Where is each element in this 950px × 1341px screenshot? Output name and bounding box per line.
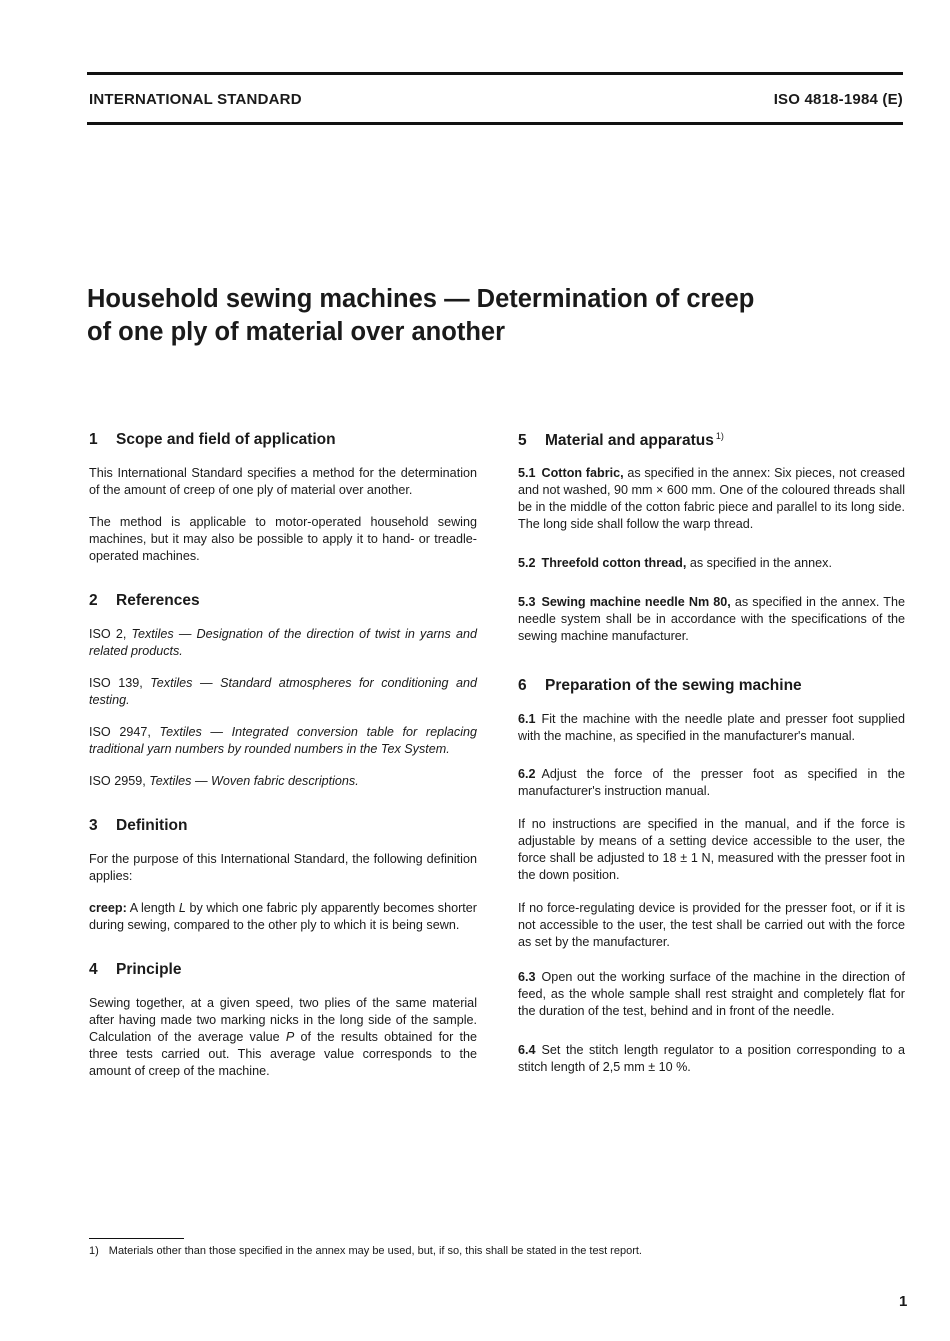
reference-code: ISO 139, (89, 676, 143, 690)
clause-number: 6.3 (518, 970, 536, 984)
page-number: 1 (899, 1293, 908, 1310)
right-column (518, 428, 905, 1076)
paragraph: For the purpose of this International Standard, the following definition applies: (89, 852, 477, 883)
section-title: References (116, 592, 200, 609)
footnote-number: 1) (89, 1245, 99, 1257)
reference-item (89, 773, 477, 790)
section-number: 2 (89, 592, 98, 609)
clause-6-1 (518, 711, 905, 745)
header-bottom-rule (87, 122, 903, 125)
clause-label: Threefold cotton thread, (541, 556, 687, 570)
clause-text: Open out the working surface of the machine in the direction of feed, as the whole sample shall rest straight and completely flat for the duration of the test, behind and in front of the needle. (518, 970, 905, 1018)
clause-6-3 (518, 969, 905, 1020)
definition-text: by which one fabric ply apparently becomes shorter during sewing, compared to the other ply to which it is being sewn. (89, 901, 477, 932)
clause-5-3 (518, 594, 905, 645)
left-column (89, 428, 477, 1080)
section-heading (518, 674, 905, 711)
paragraph: If no force-regulating device is provided for the presser foot, or if it is not accessible to the user, the test shall be carried out with the force as set by the manufacturer. (518, 901, 905, 949)
clause-6-4 (518, 1042, 905, 1076)
definition-paragraph (89, 900, 477, 934)
clause-5-2 (518, 555, 905, 572)
reference-title: Textiles — Designation of the direction of twist in yarns and related products. (89, 627, 477, 658)
reference-code: ISO 2947, (89, 725, 151, 739)
clause-number: 5.1 (518, 466, 536, 480)
section-1 (89, 428, 477, 565)
clause-number: 6.4 (518, 1043, 536, 1057)
section-number: 5 (518, 432, 527, 450)
section-6 (518, 674, 905, 1076)
clause-number: 6.1 (518, 712, 536, 726)
clause-number: 6.2 (518, 767, 536, 781)
footnote-rule (89, 1238, 184, 1239)
header-top-rule (87, 72, 903, 75)
clause-text: as specified in the annex. (686, 556, 832, 570)
section-title: Principle (116, 961, 182, 978)
section-title: Preparation of the sewing machine (545, 677, 802, 694)
section-5 (518, 428, 905, 645)
title-line-1: Household sewing machines — Determination of creep (87, 285, 755, 313)
clause-label: Sewing machine needle Nm 80, (541, 595, 731, 609)
reference-item (89, 724, 477, 758)
definition-variable: L (178, 901, 186, 915)
paragraph-text: of the results obtained for the three tests carried out. This average value corresponds to the amount of creep of the machine. (89, 1030, 477, 1078)
reference-title: Textiles — Woven fabric descriptions. (149, 774, 359, 788)
reference-item (89, 626, 477, 660)
section-number: 1 (89, 431, 98, 448)
section-heading (89, 428, 477, 465)
section-3 (89, 814, 477, 934)
reference-item (89, 675, 477, 709)
clause-text: Adjust the force of the presser foot as specified in the manufacturer's instruction manual. (518, 767, 905, 798)
header-left: INTERNATIONAL STANDARD (89, 91, 302, 108)
section-title: Definition (116, 817, 188, 834)
document-title (87, 283, 887, 349)
footnote-text: Materials other than those specified in the annex may be used, but, if so, this shall be stated in the test report. (108, 1245, 642, 1257)
section-4 (89, 958, 477, 1080)
section-number: 6 (518, 677, 527, 694)
section-heading (518, 428, 905, 465)
reference-code: ISO 2, (89, 627, 127, 641)
reference-title: Textiles — Standard atmospheres for conditioning and testing. (89, 676, 477, 707)
footnote (89, 1245, 642, 1257)
paragraph-text: Sewing together, at a given speed, two plies of the same material after having made two marking nicks in the long side of the sample. Calculation of the average value (89, 996, 477, 1044)
clause-label: Cotton fabric, (541, 466, 624, 480)
section-heading (89, 589, 477, 626)
section-heading (89, 814, 477, 851)
reference-title: Textiles — Integrated conversion table for replacing traditional yarn numbers by rounded numbers in the Tex System. (89, 725, 477, 756)
clause-text: Set the stitch length regulator to a position corresponding to a stitch length of 2,5 mm ± 10 %. (518, 1043, 905, 1074)
paragraph (89, 995, 477, 1080)
header-right: ISO 4818-1984 (E) (773, 91, 903, 108)
section-title: Scope and field of application (116, 431, 336, 448)
paragraph: This International Standard specifies a method for the determination of the amount of creep of one ply of material over another. (89, 466, 477, 497)
clause-5-1 (518, 465, 905, 533)
title-line-2: of one ply of material over another (87, 318, 505, 346)
definition-text: A length (126, 901, 179, 915)
section-number: 3 (89, 817, 98, 834)
clause-text: Fit the machine with the needle plate and presser foot supplied with the machine, as specified in the manufacturer's manual. (518, 712, 905, 743)
reference-code: ISO 2959, (89, 774, 146, 788)
section-number: 4 (89, 961, 98, 978)
clause-6-2 (518, 766, 905, 800)
section-title: Material and apparatus (545, 432, 714, 450)
section-2 (89, 589, 477, 790)
paragraph: The method is applicable to motor-operated household sewing machines, but it may also be possible to apply it to hand- or treadle-operated machines. (89, 515, 477, 563)
definition-term: creep: (89, 901, 127, 915)
clause-number: 5.2 (518, 556, 536, 570)
section-heading (89, 958, 477, 995)
clause-text: as specified in the annex. The needle system shall be in accordance with the specifications of the sewing machine manufacturer. (518, 595, 905, 643)
clause-number: 5.3 (518, 595, 536, 609)
clause-text: as specified in the annex: Six pieces, not creased and not washed, 90 mm × 600 mm. One of the coloured threads shall be in the middle of the cotton fabric piece and parallel to its long side. The long side shall follow the warp thread. (518, 466, 906, 531)
paragraph: If no instructions are specified in the manual, and if the force is adjustable by means of a setting device accessible to the user, the force shall be adjusted to 18 ± 1 N, measured with the presser foot in the down position. (518, 817, 905, 882)
footnote-reference: 1) (715, 431, 724, 441)
principle-variable: P (285, 1030, 295, 1044)
